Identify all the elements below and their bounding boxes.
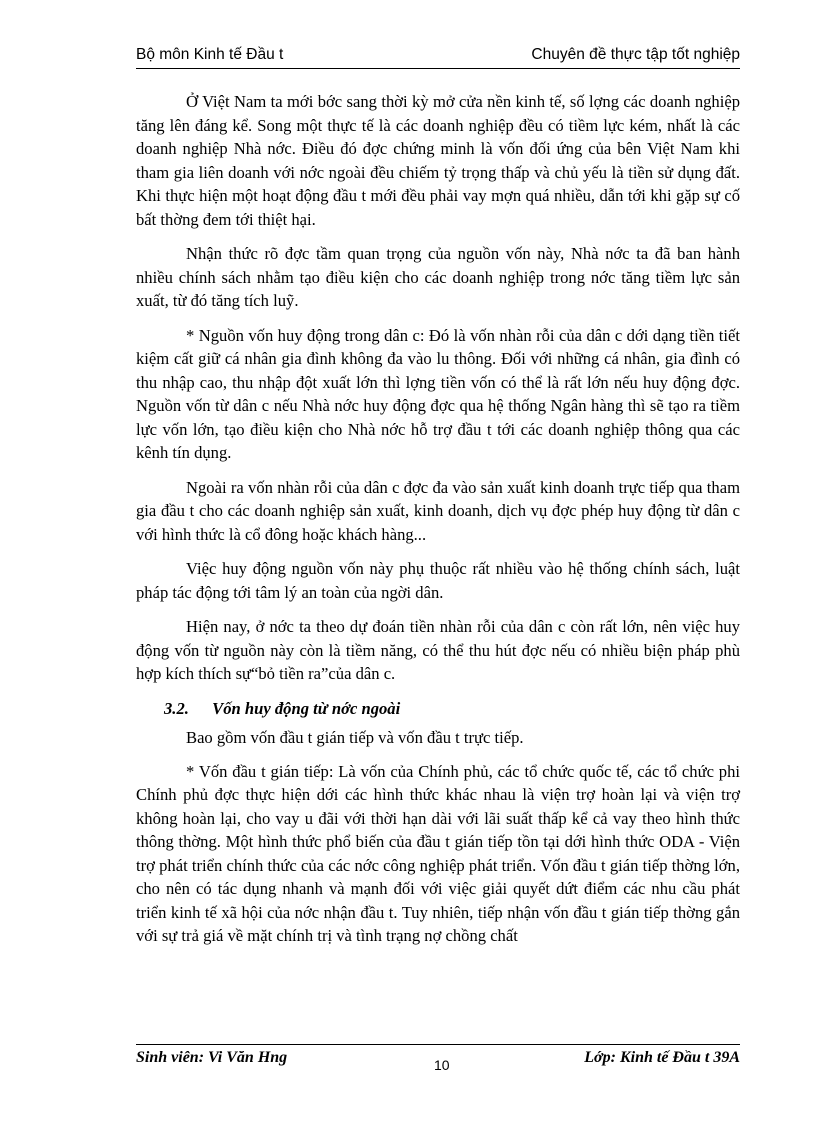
paragraph-5: Việc huy động nguồn vốn này phụ thuộc rất nhiều vào hệ thống chính sách, luật pháp tác động tới tâm lý an toàn của ngời dân. xyxy=(136,559,740,602)
paragraph-3: * Nguồn vốn huy động trong dân c: Đó là vốn nhàn rỗi của dân c dới dạng tiền tiết kiệm cất giữ cá nhân gia đình không đa vào lu thông. Đối với những cá nhân, gia đình có thu nhập cao, thu nhập đột xuất lớn thì lợng tiền vốn có thể là rất lớn nếu huy động đợc. Nguồn vốn từ dân c nếu Nhà nớc huy động đợc qua hệ thống Ngân hàng thì sẽ tạo ra tiềm lực vốn lớn, tạo điều kiện cho Nhà nớc hỗ trợ đầu t tới các doanh nghiệp thông qua các kênh tín dụng. xyxy=(136,325,740,462)
page-header xyxy=(136,42,740,69)
section-heading xyxy=(136,697,740,721)
header-department: Bộ môn Kinh tế Đầu t xyxy=(136,46,284,63)
page-footer xyxy=(136,1044,740,1079)
paragraph-2: Nhận thức rõ đợc tầm quan trọng của nguồn vốn này, Nhà nớc ta đã ban hành nhiều chính sách nhằm tạo điều kiện cho các doanh nghiệp trong nớc tăng tiềm lực sản xuất, từ đó tăng tích luỹ. xyxy=(136,244,740,310)
page-number: 10 xyxy=(434,1057,450,1073)
header-document-title: Chuyên đề thực tập tốt nghiệp xyxy=(531,46,740,63)
paragraph-8: * Vốn đầu t gián tiếp: Là vốn của Chính phủ, các tổ chức quốc tế, các tổ chức phi Chính phủ đợc thực hiện dới các hình thức khác nhau là viện trợ hoàn lại và viện trợ không hoàn lại, cho vay u đãi với thời hạn dài với lãi suất thấp kể cả vay theo hình thức thông thờng. Một hình thức phổ biến của đầu t gián tiếp tồn tại dới hình thức ODA - Viện trợ phát triển chính thức của các nớc công nghiệp phát triển. Vốn đầu t gián tiếp thờng lớn, cho nên có tác dụng nhanh và mạnh đối với việc giải quyết dứt điểm các nhu cầu phát triển kinh tế xã hội của nớc nhận đầu t. Tuy nhiên, tiếp nhận vốn đầu t gián tiếp thờng gắn với sự trả giá về mặt chính trị và tình trạng nợ chồng chất xyxy=(136,761,740,945)
footer-student-name: Sinh viên: Vi Văn Hng xyxy=(136,1049,288,1066)
section-number: 3.2. xyxy=(164,698,189,718)
paragraph-1: Ở Việt Nam ta mới bớc sang thời kỳ mở cửa nền kinh tế, số lợng các doanh nghiệp tăng lên đáng kể. Song một thực tế là các doanh nghiệp đều có tiềm lực kém, nhất là các doanh nghiệp Nhà nớc. Điều đó đợc chứng minh là vốn đối ứng của bên Việt Nam khi tham gia liên doanh với nớc ngoài đều chiếm tỷ trọng thấp và chủ yếu là tiền sử dụng đất. Khi thực hiện một hoạt động đầu t mới đều phải vay mợn quá nhiều, dẫn tới khi gặp sự cố bất thờng đem tới thiệt hại. xyxy=(136,92,740,229)
paragraph-7: Bao gồm vốn đầu t gián tiếp và vốn đầu t trực tiếp. xyxy=(186,728,524,747)
section-title: Vốn huy động từ nớc ngoài xyxy=(212,698,401,718)
paragraph-4: Ngoài ra vốn nhàn rỗi của dân c đợc đa vào sản xuất kinh doanh trực tiếp qua tham gia đầu t cho các doanh nghiệp sản xuất, kinh doanh, dịch vụ đợc phép huy động từ dân c với hình thức là cổ đông hoặc khách hàng... xyxy=(136,477,740,544)
page-body xyxy=(136,90,740,959)
paragraph-6: Hiện nay, ở nớc ta theo dự đoán tiền nhàn rỗi của dân c còn rất lớn, nên việc huy động vốn từ nguồn này còn là tiềm năng, có thể thu hút đợc nếu có nhiều biện pháp phù hợp kích thích sự“bỏ tiền ra”của dân c. xyxy=(136,617,740,683)
footer-class: Lớp: Kinh tế Đầu t 39A xyxy=(584,1049,740,1066)
